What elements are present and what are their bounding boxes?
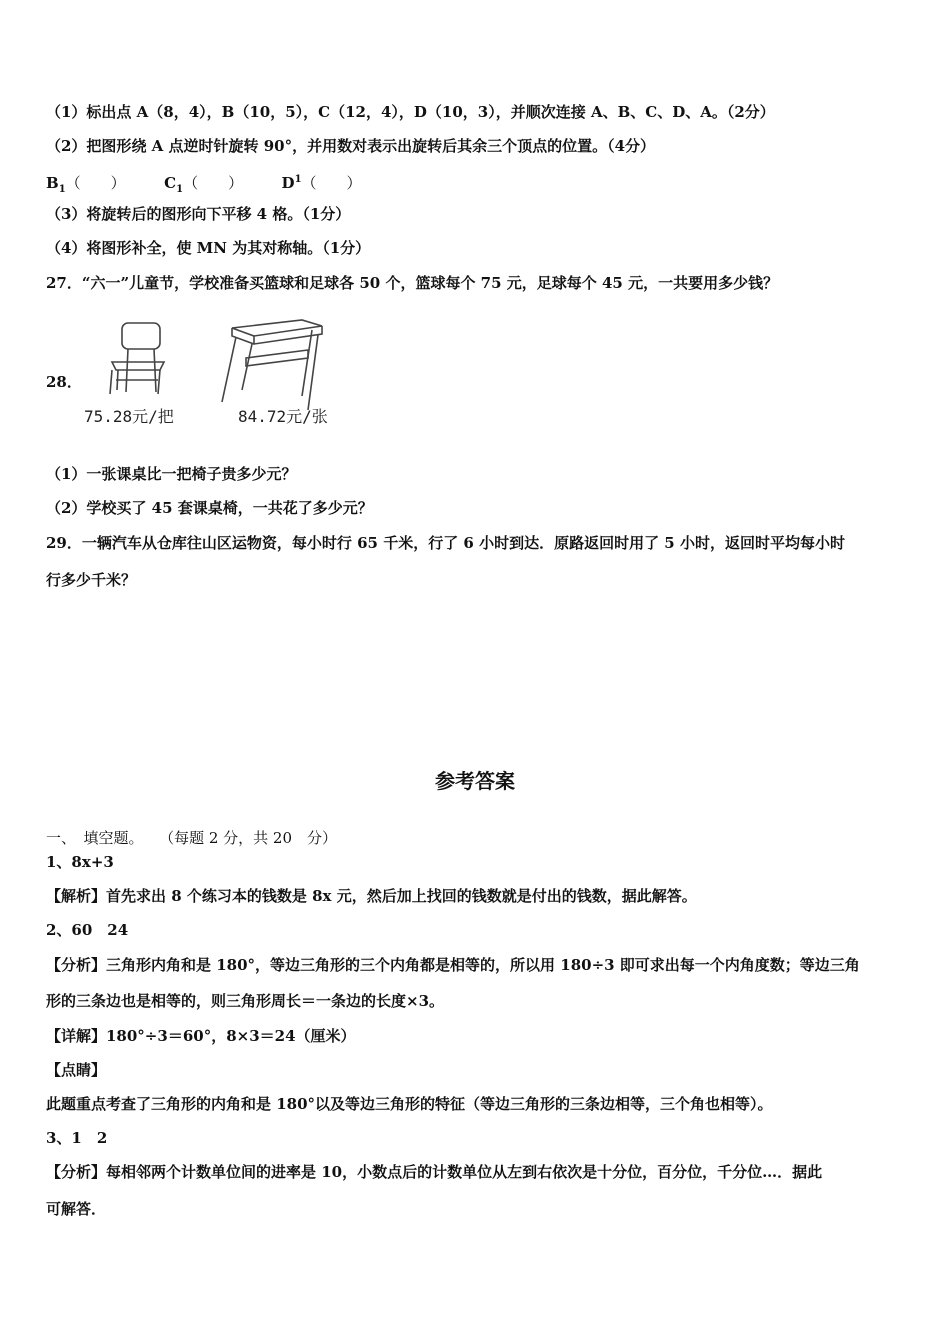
- desk-price: 84.72元/张: [238, 407, 328, 426]
- c1-label: $C_1$: [164, 174, 184, 195]
- q26-part1: （1）标出点 A（8，4），B（10，5），C（12，4），D（10，3），并顺次连接 A、B、C、D、A。（2分）: [46, 103, 775, 121]
- q27-text: 27．“六一”儿童节，学校准备买篮球和足球各 50 个，篮球每个 75 元，足球每个 45 元，一共要用多少钱？: [46, 274, 779, 292]
- answers-title: 参考答案: [435, 769, 515, 793]
- answer-2-point-text: 此题重点考查了三角形的内角和是 180°以及等边三角形的特征（等边三角形的三条边相等，三个角也相等）。: [46, 1095, 773, 1113]
- answer-2-analysis-line1: 【分析】三角形内角和是 180°，等边三角形的三个内角都是相等的，所以用 180÷3 即可求出每一个内角度数；等边三角: [46, 956, 860, 974]
- q29-text-line2: 行多少千米？: [46, 571, 137, 589]
- q26-part2: （2）把图形绕 A 点逆时针旋转 90°，并用数对表示出旋转后其余三个顶点的位置。（4分）: [46, 137, 656, 155]
- q28-label: 28．: [46, 373, 82, 391]
- section1-heading: 一、 填空题。 （每题 2 分，共 20 分）: [46, 829, 338, 847]
- answer-2-detail: 【详解】180°÷3＝60°，8×3＝24（厘米）: [46, 1027, 356, 1045]
- c1-blank: （ ）: [183, 174, 244, 192]
- q28-part2: （2）学校买了 45 套课桌椅，一共花了多少元？: [46, 499, 373, 517]
- d1-blank: （ ）: [301, 174, 362, 192]
- answer-1-analysis: 【解析】首先求出 8 个练习本的钱数是 8x 元，然后加上找回的钱数就是付出的钱数，据此解答。: [46, 887, 697, 905]
- q26-part3: （3）将旋转后的图形向下平移 4 格。（1分）: [46, 205, 351, 223]
- answer-1: 1、8x+3: [46, 853, 114, 871]
- q28-part1: （1）一张课桌比一把椅子贵多少元？: [46, 465, 297, 483]
- q29-text-line1: 29．一辆汽车从仓库往山区运物资，每小时行 65 千米，行了 6 小时到达．原路返回时用了 5 小时，返回时平均每小时: [46, 534, 845, 552]
- b1-label: $B_1$: [46, 174, 66, 195]
- answer-3-analysis-line1: 【分析】每相邻两个计数单位间的进率是 10，小数点后的计数单位从左到右依次是十分位，百分位，千分位…．据此: [46, 1163, 823, 1181]
- q26-blanks: [46, 170, 362, 200]
- answer-2-analysis-line2: 形的三条边也是相等的，则三角形周长＝一条边的长度×3。: [46, 992, 445, 1010]
- desk-icon: [222, 320, 322, 410]
- d1-label: $D^1$: [281, 174, 302, 192]
- answer-3-analysis-line2: 可解答．: [46, 1200, 107, 1218]
- b1-blank: （ ）: [65, 174, 126, 192]
- answer-2-point-label: 【点睛】: [46, 1061, 107, 1079]
- chair-price: 75.28元/把: [84, 407, 174, 426]
- answer-2: 2、60 24: [46, 921, 129, 939]
- answer-3: 3、1 2: [46, 1129, 108, 1147]
- q26-part4: （4）将图形补全，使 MN 为其对称轴。（1分）: [46, 239, 371, 257]
- chair-icon: [110, 323, 164, 394]
